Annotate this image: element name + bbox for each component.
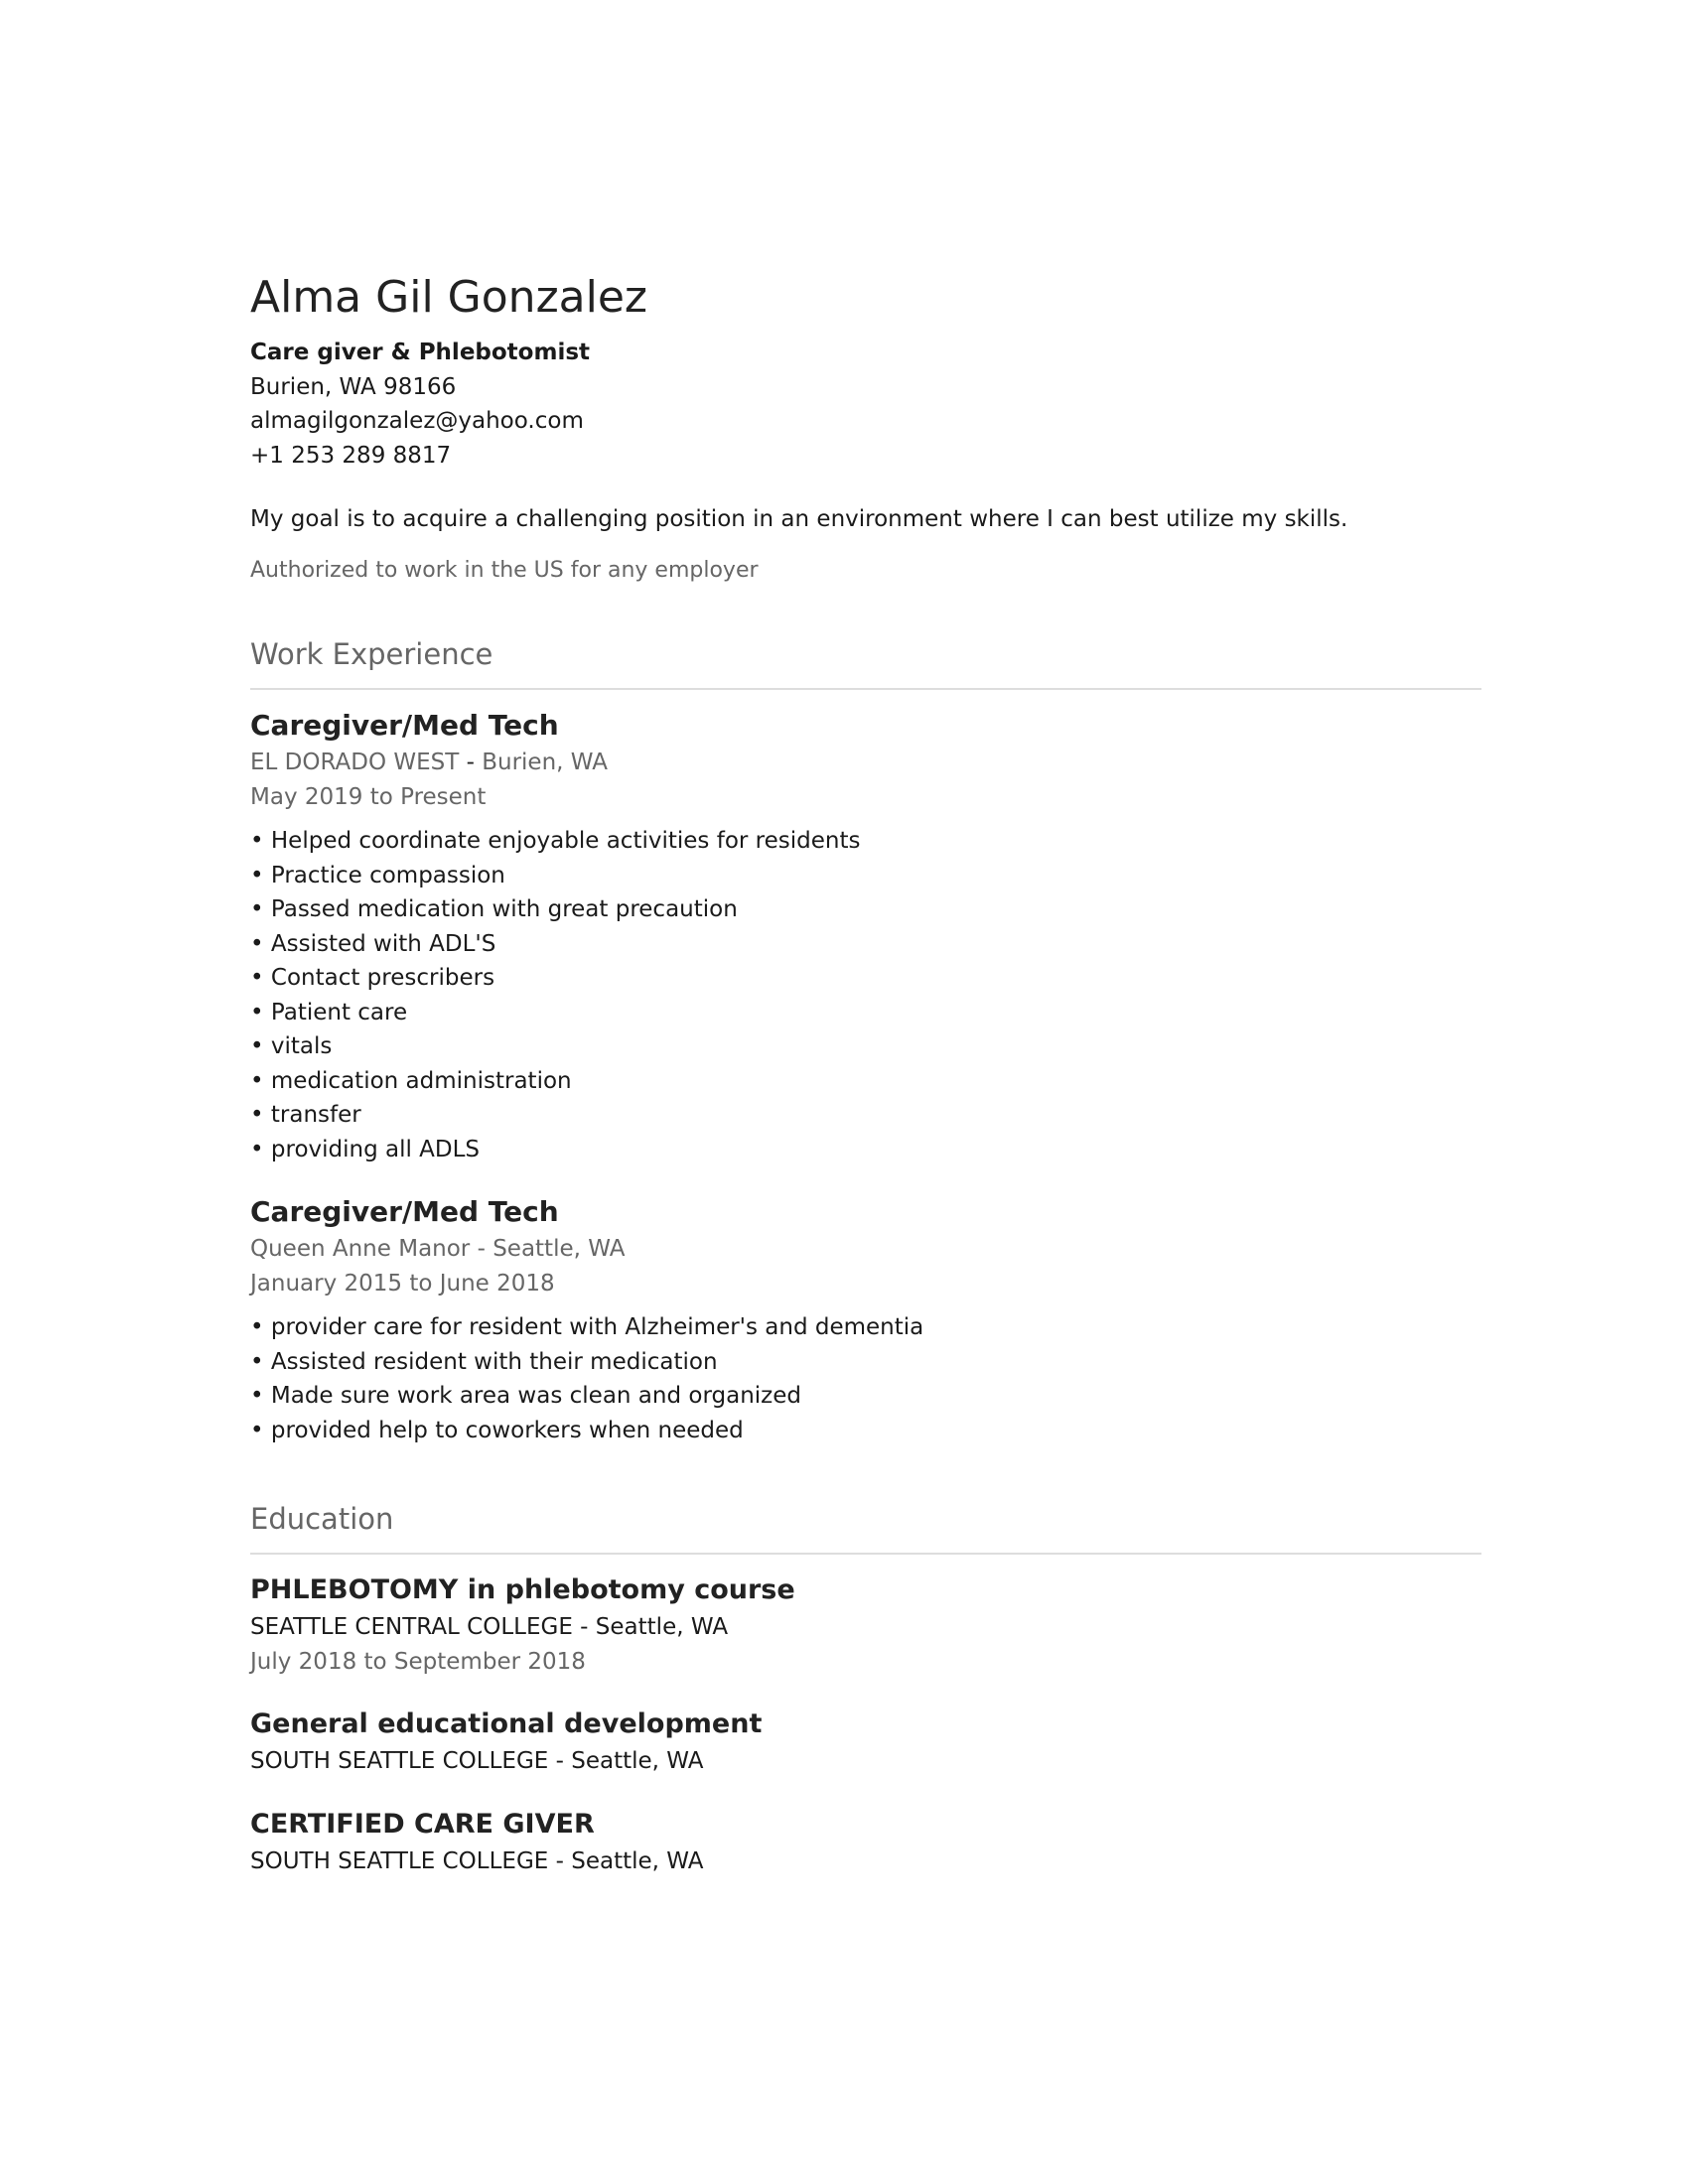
job-entry xyxy=(250,706,1486,1166)
separator: - xyxy=(459,750,483,775)
job-entry xyxy=(250,1192,1486,1447)
phone: +1 253 289 8817 xyxy=(250,442,452,469)
candidate-name: Alma Gil Gonzalez xyxy=(250,272,648,323)
education-entry xyxy=(250,1570,1486,1679)
bullet: • Passed medication with great precaution xyxy=(250,892,1486,927)
education-heading: Education xyxy=(250,1502,394,1536)
job-company: EL DORADO WEST xyxy=(250,750,460,775)
job-dates: January 2015 to June 2018 xyxy=(250,1270,555,1297)
job-location: Seattle, WA xyxy=(492,1236,626,1262)
headline: Care giver & Phlebotomist xyxy=(250,340,591,365)
school-name: SEATTLE CENTRAL COLLEGE xyxy=(250,1614,573,1640)
bullet: • Made sure work area was clean and organized xyxy=(250,1379,1486,1414)
bullet: • medication administration xyxy=(250,1064,1486,1099)
bullet: • Assisted resident with their medication xyxy=(250,1345,1486,1380)
school-location: Seattle, WA xyxy=(595,1614,729,1640)
bullet: • Helped coordinate enjoyable activities for residents xyxy=(250,824,1486,859)
bullet: • Patient care xyxy=(250,996,1486,1030)
email: almagilgonzalez@yahoo.com xyxy=(250,408,584,434)
job-dates: May 2019 to Present xyxy=(250,783,487,810)
section-divider xyxy=(250,688,1481,690)
section-divider xyxy=(250,1553,1481,1555)
job-bullets xyxy=(250,1310,1486,1447)
school-line xyxy=(250,1610,1486,1645)
bullet: • providing all ADLS xyxy=(250,1133,1486,1167)
separator: - xyxy=(548,1748,572,1774)
work-experience-heading: Work Experience xyxy=(250,637,493,671)
education-entry xyxy=(250,1805,1486,1879)
school-line xyxy=(250,1844,1486,1879)
school-name: SOUTH SEATTLE COLLEGE xyxy=(250,1748,549,1774)
contact-header xyxy=(250,268,1486,583)
job-title: Caregiver/Med Tech xyxy=(250,1195,559,1228)
job-company-line xyxy=(250,746,1486,780)
separator: - xyxy=(572,1614,596,1640)
degree-title: General educational development xyxy=(250,1708,763,1739)
bullet: • provider care for resident with Alzheimer's and dementia xyxy=(250,1310,1486,1345)
separator: - xyxy=(548,1847,572,1874)
school-location: Seattle, WA xyxy=(571,1847,704,1874)
objective: My goal is to acquire a challenging position in an environment where I can best utilize my skills. xyxy=(250,506,1348,532)
bullet: • Assisted with ADL'S xyxy=(250,927,1486,962)
school-location: Seattle, WA xyxy=(571,1748,704,1774)
resume xyxy=(250,268,1486,1888)
bullet: • Practice compassion xyxy=(250,859,1486,893)
work-authorization: Authorized to work in the US for any employer xyxy=(250,558,759,583)
job-company: Queen Anne Manor xyxy=(250,1236,471,1262)
job-bullets xyxy=(250,824,1486,1166)
bullet: • transfer xyxy=(250,1098,1486,1133)
degree-title: CERTIFIED CARE GIVER xyxy=(250,1808,595,1840)
job-location: Burien, WA xyxy=(482,750,609,775)
location: Burien, WA 98166 xyxy=(250,373,457,400)
job-title: Caregiver/Med Tech xyxy=(250,709,559,742)
school-name: SOUTH SEATTLE COLLEGE xyxy=(250,1847,549,1874)
bullet: • provided help to coworkers when needed xyxy=(250,1414,1486,1448)
bullet: • vitals xyxy=(250,1029,1486,1064)
school-line xyxy=(250,1744,1486,1779)
education-entry xyxy=(250,1705,1486,1779)
bullet: • Contact prescribers xyxy=(250,961,1486,996)
separator: - xyxy=(470,1236,493,1262)
job-company-line xyxy=(250,1232,1486,1267)
degree-title: PHLEBOTOMY in phlebotomy course xyxy=(250,1574,795,1605)
education-dates: July 2018 to September 2018 xyxy=(250,1648,586,1675)
